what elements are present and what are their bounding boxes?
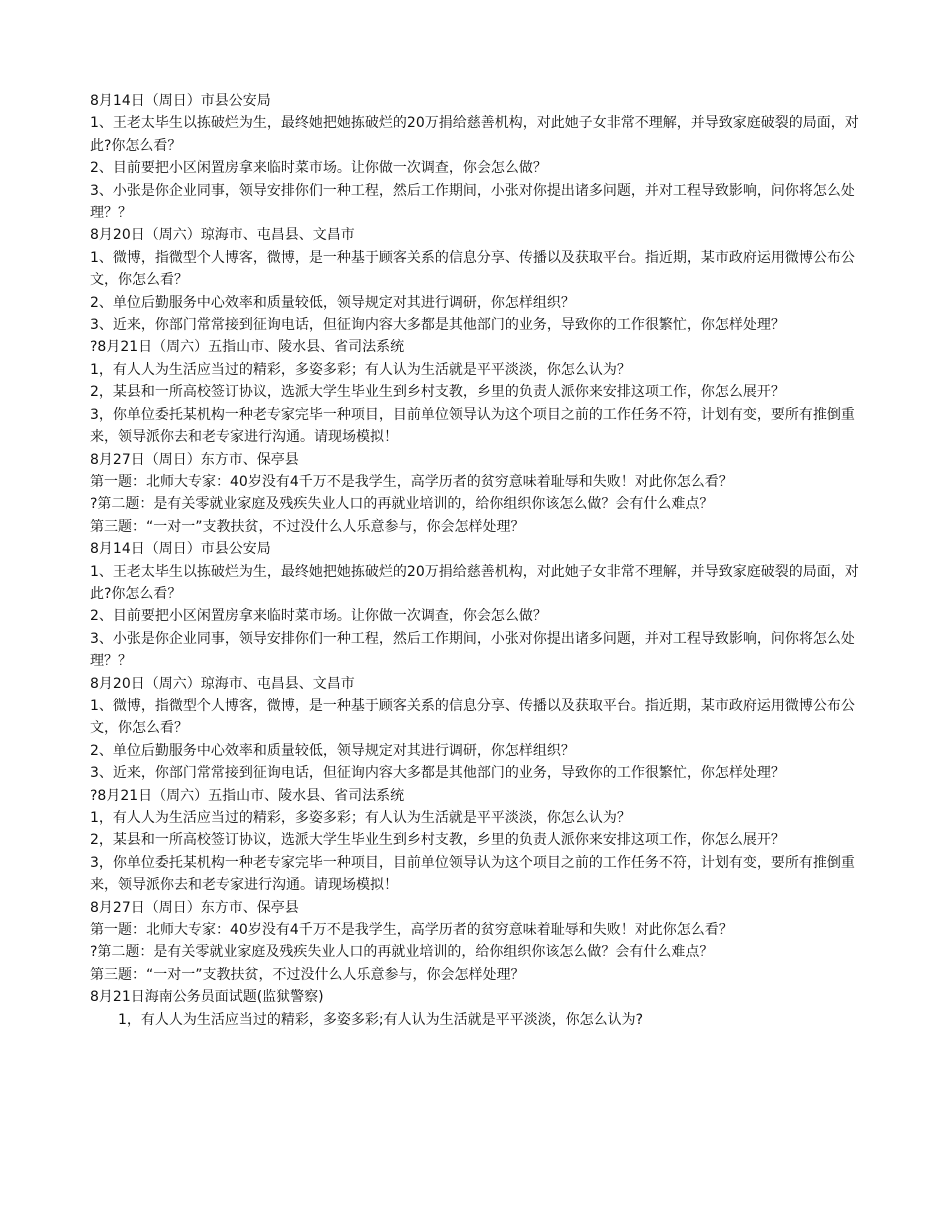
text-line: 8月27日（周日）东方市、保亭县 bbox=[90, 451, 299, 468]
text-line: 第三题：“一对一”支教扶贫，不过没什么人乐意参与，你会怎样处理？ bbox=[90, 518, 525, 535]
text-line: 8月21日海南公务员面试题(监狱警察) bbox=[90, 989, 324, 1006]
text-line: 2，某县和一所高校签订协议，选派大学生毕业生到乡村支教，乡里的负责人派你来安排这项工作，你怎么展开？ bbox=[90, 832, 785, 849]
text-line: 第一题：北师大专家：40岁没有4千万不是我学生，高学历者的贫穷意味着耻辱和失败！对此你怎么看？ bbox=[90, 922, 733, 939]
text-line: 3、小张是你企业同事，领导安排你们一种工程，然后工作期间，小张对你提出诸多问题，并对工程导致影响，问你将怎么处理？？ bbox=[90, 630, 855, 670]
text-line: 第一题：北师大专家：40岁没有4千万不是我学生，高学历者的贫穷意味着耻辱和失败！对此你怎么看？ bbox=[90, 473, 733, 490]
text-line: 8月27日（周日）东方市、保亭县 bbox=[90, 899, 299, 916]
text-line: 1、王老太毕生以拣破烂为生，最终她把她拣破烂的20万捐给慈善机构，对此她子女非常不理解，并导致家庭破裂的局面，对此?你怎么看？ bbox=[90, 563, 859, 602]
text-line: 1、微博，指微型个人博客，微博，是一种基于顾客关系的信息分享、传播以及获取平台。指近期，某市政府运用微博公布公文，你怎么看？ bbox=[90, 697, 855, 737]
text-line: 2、单位后勤服务中心效率和质量较低，领导规定对其进行调研，你怎样组织？ bbox=[90, 294, 575, 311]
text-line: 2、单位后勤服务中心效率和质量较低，领导规定对其进行调研，你怎样组织？ bbox=[90, 742, 575, 759]
text-line: ?第二题：是有关零就业家庭及残疾失业人口的再就业培训的，给你组织你该怎么做？会有什么难点？ bbox=[90, 496, 714, 513]
text-line: 3、近来，你部门常常接到征询电话，但征询内容大多都是其他部门的业务，导致你的工作很繁忙，你怎样处理？ bbox=[90, 765, 785, 782]
text-line: 1，有人人为生活应当过的精彩，多姿多彩；有人认为生活就是平平淡淡，你怎么认为？ bbox=[90, 361, 631, 378]
text-line: ?第二题：是有关零就业家庭及残疾失业人口的再就业培训的，给你组织你该怎么做？会有什么难点？ bbox=[90, 944, 714, 961]
text-line: 2，某县和一所高校签订协议，选派大学生毕业生到乡村支教，乡里的负责人派你来安排这项工作，你怎么展开？ bbox=[90, 384, 785, 401]
text-line: 1，有人人为生活应当过的精彩，多姿多彩;有人认为生活就是平平淡淡，你怎么认为? bbox=[118, 1011, 644, 1028]
text-line: 2、目前要把小区闲置房拿来临时菜市场。让你做一次调查，你会怎么做？ bbox=[90, 608, 547, 625]
text-line: 3、小张是你企业同事，领导安排你们一种工程，然后工作期间，小张对你提出诸多问题，并对工程导致影响，问你将怎么处理？？ bbox=[90, 182, 855, 222]
text-line: 3、近来，你部门常常接到征询电话，但征询内容大多都是其他部门的业务，导致你的工作很繁忙，你怎样处理？ bbox=[90, 317, 785, 334]
text-line: 1、微博，指微型个人博客，微博，是一种基于顾客关系的信息分享、传播以及获取平台。指近期，某市政府运用微博公布公文，你怎么看？ bbox=[90, 249, 855, 289]
text-line: 3，你单位委托某机构一种老专家完毕一种项目，目前单位领导认为这个项目之前的工作任务不符，计划有变，要所有推倒重来，领导派你去和老专家进行沟通。请现场模拟！ bbox=[90, 406, 855, 446]
text-line: 1，有人人为生活应当过的精彩，多姿多彩；有人认为生活就是平平淡淡，你怎么认为？ bbox=[90, 810, 631, 826]
text-line: 2、目前要把小区闲置房拿来临时菜市场。让你做一次调查，你会怎么做？ bbox=[90, 160, 547, 177]
text-line: 8月20日（周六）琼海市、屯昌县、文昌市 bbox=[90, 227, 355, 244]
text-line: 8月14日（周日）市县公安局 bbox=[90, 541, 271, 558]
text-line: 第三题：“一对一”支教扶贫，不过没什么人乐意参与，你会怎样处理？ bbox=[90, 966, 525, 983]
text-line: 3，你单位委托某机构一种老专家完毕一种项目，目前单位领导认为这个项目之前的工作任务不符，计划有变，要所有推倒重来，领导派你去和老专家进行沟通。请现场模拟！ bbox=[90, 854, 855, 894]
text-line: ?8月21日（周六）五指山市、陵水县、省司法系统 bbox=[90, 339, 405, 356]
document-body bbox=[90, 90, 865, 1031]
text-line: 1、王老太毕生以拣破烂为生，最终她把她拣破烂的20万捐给慈善机构，对此她子女非常不理解，并导致家庭破裂的局面，对此?你怎么看？ bbox=[90, 115, 859, 154]
text-line: 8月14日（周日）市县公安局 bbox=[90, 93, 271, 109]
text-line: 8月20日（周六）琼海市、屯昌县、文昌市 bbox=[90, 675, 355, 692]
text-line: ?8月21日（周六）五指山市、陵水县、省司法系统 bbox=[90, 787, 405, 804]
